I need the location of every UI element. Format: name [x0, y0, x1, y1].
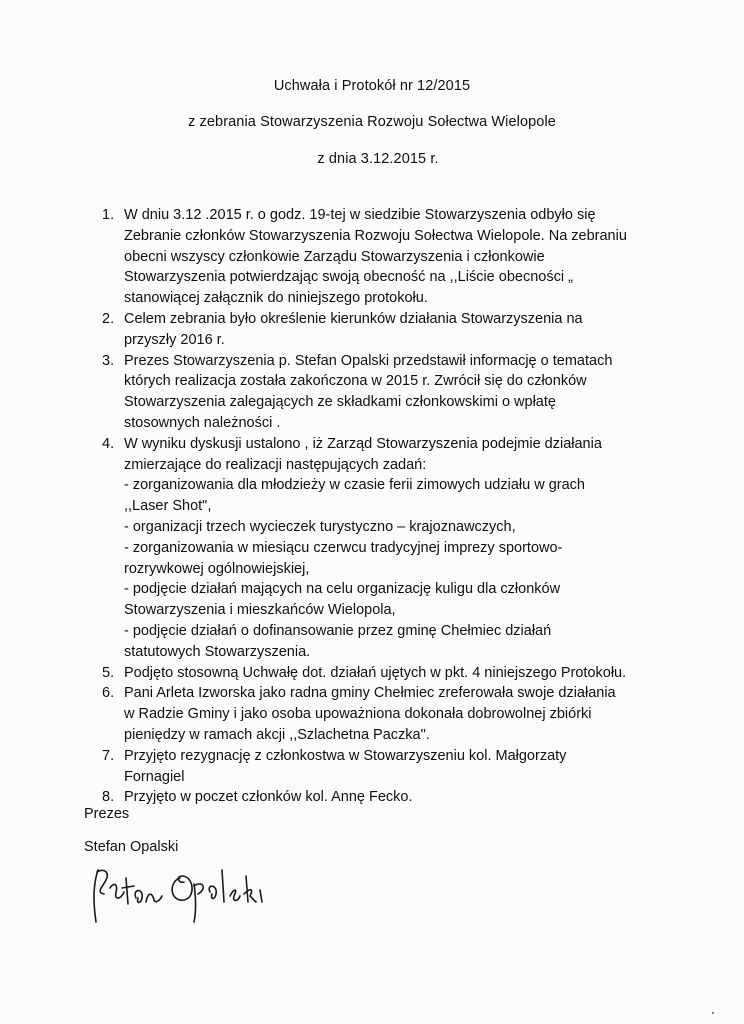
- text-line: - podjęcie działań mających na celu organizację kuligu dla członków: [124, 581, 561, 598]
- text-line: W dniu 3.12 .2015 r. o godz. 19-tej w siedzibie Stowarzyszenia odbyło się: [124, 207, 596, 223]
- text-line: Stowarzyszenia potwierdzając swoją obecność na ,,Liście obecności „: [124, 269, 573, 286]
- list-item-number: 7.: [102, 747, 115, 764]
- text-line: Zebranie członków Stowarzyszenia Rozwoju Sołectwa Wielopole. Na zebraniu: [124, 227, 627, 244]
- text-line: Pani Arleta Izworska jako radna gminy Chełmiec zreferowała swoje działania: [124, 685, 616, 702]
- text-line: Stowarzyszenia i mieszkańców Wielopola,: [124, 602, 396, 619]
- list-item-number: 3.: [102, 352, 115, 369]
- resolution-list: [102, 205, 662, 808]
- list-item: [102, 787, 662, 808]
- text-line: pieniędzy w ramach akcji ,,Szlachetna Paczka".: [124, 726, 430, 743]
- text-line: w Radzie Gminy i jako osoba upoważniona dokonała dobrowolnej zbiórki: [124, 706, 592, 723]
- text-line: stanowiącej załącznik do niniejszego protokołu.: [124, 290, 428, 307]
- text-line: zmierzające do realizacji następujących zadań:: [124, 456, 427, 473]
- list-item: [102, 205, 662, 309]
- text-line: stosownych należności .: [124, 414, 281, 431]
- text-line: statutowych Stowarzyszenia.: [124, 643, 311, 660]
- text-line: rozrywkowej ogólnowiejskiej,: [124, 560, 310, 577]
- list-item-number: 5.: [102, 664, 115, 681]
- list-item: [102, 663, 662, 684]
- list-item-text: [124, 351, 662, 434]
- list-item-text: [124, 434, 662, 663]
- text-line: Stowarzyszenia zalegających ze składkami członkowskimi o wpłatę: [124, 394, 556, 411]
- list-item-text: [124, 309, 662, 351]
- list-item: [102, 351, 662, 434]
- text-line: przyszły 2016 r.: [124, 331, 225, 348]
- text-line: Podjęto stosowną Uchwałę dot. działań ujętych w pkt. 4 niniejszego Protokołu.: [124, 664, 627, 681]
- document-subtitle: z zebrania Stowarzyszenia Rozwoju Sołectwa Wielopole: [188, 114, 556, 130]
- scan-speck: [712, 1012, 714, 1014]
- list-item-text: [124, 663, 662, 684]
- text-line: których realizacja została zakończona w 2015 r. Zwrócił się do członków: [124, 373, 587, 390]
- list-item-text: [124, 683, 662, 745]
- text-line: W wyniku dyskusji ustalono , iż Zarząd Stowarzyszenia podejmie działania: [124, 435, 602, 452]
- list-item-text: [124, 205, 662, 309]
- list-item-text: [124, 787, 662, 808]
- list-item-number: 8.: [102, 789, 115, 806]
- text-line: Celem zebrania było określenie kierunków działania Stowarzyszenia na: [124, 310, 583, 327]
- document-title: Uchwała i Protokół nr 12/2015: [273, 78, 471, 94]
- list-item-number: 6.: [102, 685, 115, 702]
- list-item-text: [124, 746, 662, 788]
- list-item: [102, 434, 662, 663]
- text-line: ,,Laser Shot",: [124, 498, 212, 515]
- list-item-number: 2.: [102, 310, 115, 327]
- text-line: - organizacji trzech wycieczek turystyczno – krajoznawczych,: [124, 518, 516, 535]
- text-line: - zorganizowania dla młodzieży w czasie ferii zimowych udziału w grach: [124, 477, 585, 494]
- handwritten-signature: [88, 858, 278, 928]
- signature-role: Prezes: [84, 806, 130, 822]
- text-line: - podjęcie działań o dofinansowanie przez gminę Chełmiec działań: [124, 622, 552, 639]
- list-item-number: 1.: [102, 207, 115, 223]
- document-date: z dnia 3.12.2015 r.: [317, 151, 439, 167]
- text-line: Fornagiel: [124, 768, 185, 785]
- list-item-number: 4.: [102, 435, 115, 452]
- text-line: - zorganizowania w miesiącu czerwcu tradycyjnej imprezy sportowo-: [124, 539, 563, 556]
- text-line: obecni wszyscy członkowie Zarządu Stowarzyszenia i członkowie: [124, 248, 545, 265]
- signature-name: Stefan Opalski: [84, 839, 179, 855]
- text-line: Przyjęto rezygnację z członkostwa w Stowarzyszeniu kol. Małgorzaty: [124, 747, 567, 764]
- text-line: Prezes Stowarzyszenia p. Stefan Opalski przedstawił informację o tematach: [124, 352, 613, 369]
- list-item: [102, 683, 662, 745]
- list-item: [102, 309, 662, 351]
- list-item: [102, 746, 662, 788]
- text-line: Przyjęto w poczet członków kol. Annę Fecko.: [124, 789, 413, 806]
